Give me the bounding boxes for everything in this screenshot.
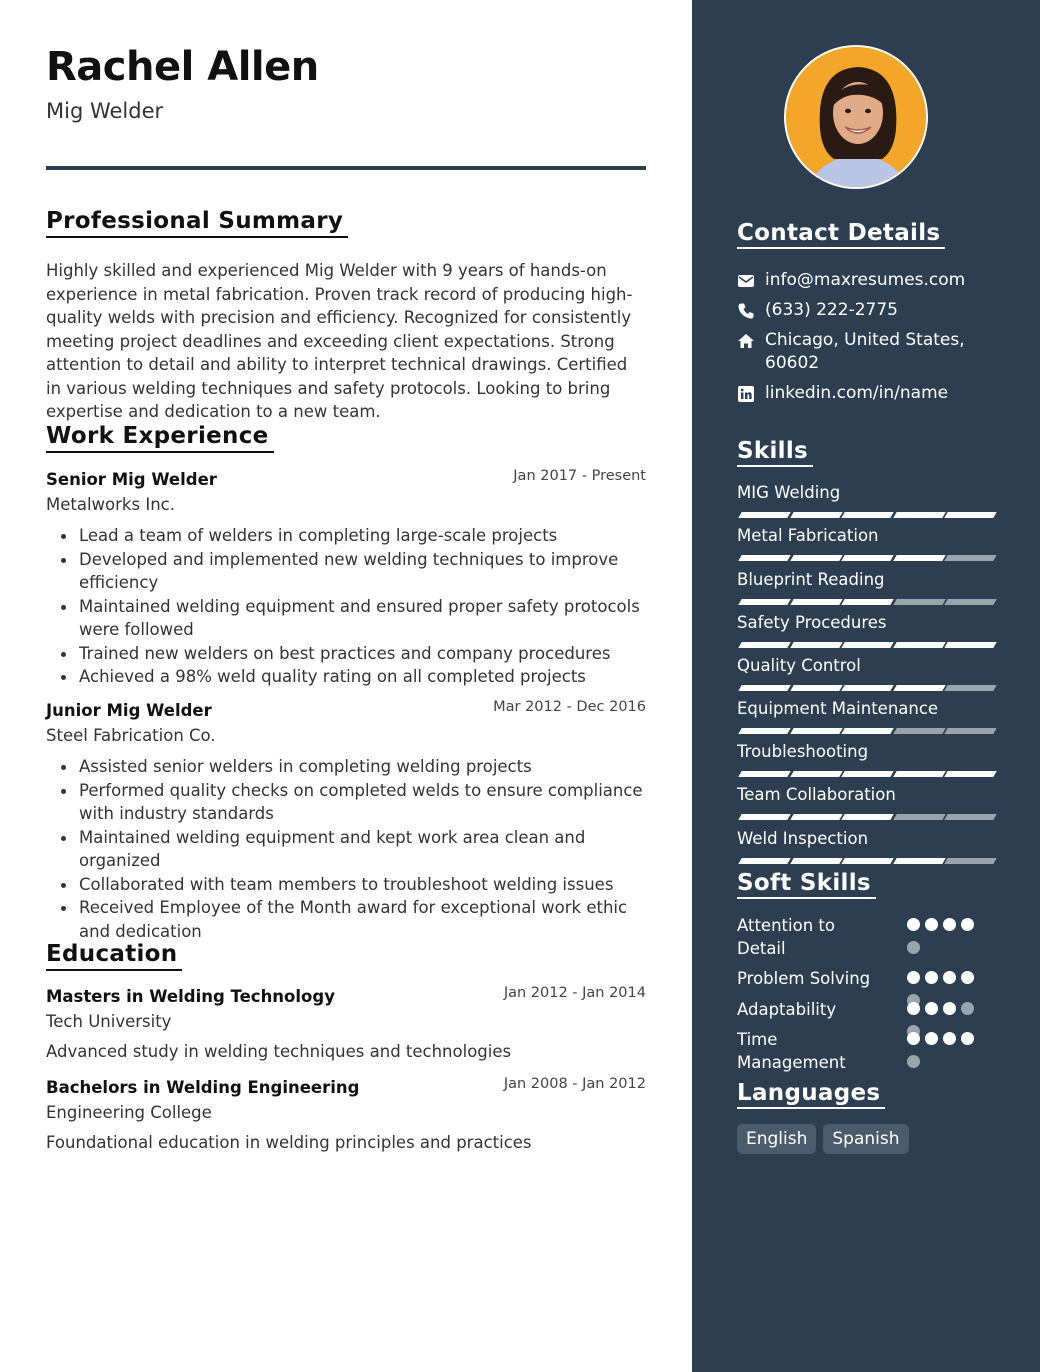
skill-item [737, 741, 993, 777]
contact-phone[interactable] [737, 299, 1007, 322]
skill-label: Quality Control [737, 656, 861, 675]
header-divider [46, 166, 646, 170]
degree-description: Foundational education in welding principles and practices [46, 1133, 532, 1152]
home-icon [737, 332, 755, 350]
skill-level-segment [790, 555, 842, 561]
skill-item [737, 655, 993, 691]
skill-level-bar [737, 599, 993, 605]
job-bullet: Performed quality checks on completed welds to ensure compliance with industry standards [46, 779, 646, 826]
rating-dot [961, 971, 974, 984]
skill-level-segment [790, 512, 842, 518]
skill-level-bar [737, 642, 993, 648]
skill-level-segment [893, 555, 945, 561]
skill-item [737, 828, 993, 864]
soft-skill-label: Problem Solving [737, 969, 871, 988]
rating-dot [907, 918, 920, 931]
skill-level-segment [944, 599, 996, 605]
address-text: Chicago, United States, 60602 [765, 330, 965, 373]
skill-level-segment [790, 728, 842, 734]
degree-title: Bachelors in Welding Engineering [46, 1078, 360, 1097]
education-entry [46, 987, 646, 1063]
skill-label: Troubleshooting [737, 742, 869, 761]
skill-level-segment [790, 642, 842, 648]
job-date: Jan 2017 - Present [513, 468, 646, 484]
skill-level-segment [841, 512, 893, 518]
degree-description: Advanced study in welding techniques and technologies [46, 1042, 512, 1061]
skill-level-segment [893, 599, 945, 605]
soft-skills-heading: Soft Skills [737, 870, 876, 899]
skill-item [737, 482, 993, 518]
skill-level-bar [737, 771, 993, 777]
degree-title: Masters in Welding Technology [46, 987, 335, 1006]
skill-label: Blueprint Reading [737, 570, 885, 589]
skill-label: MIG Welding [737, 483, 841, 502]
skill-level-segment [738, 685, 790, 691]
rating-dot [943, 971, 956, 984]
skill-level-segment [944, 814, 996, 820]
skill-level-segment [944, 685, 996, 691]
soft-skill-item [737, 914, 993, 960]
education-heading: Education [46, 941, 182, 971]
skill-label: Equipment Maintenance [737, 699, 939, 718]
skill-label: Metal Fabrication [737, 526, 879, 545]
soft-skill-item [737, 967, 993, 990]
job-company: Steel Fabrication Co. [46, 726, 216, 745]
skill-level-segment [893, 685, 945, 691]
education-entry [46, 1078, 646, 1154]
skill-item [737, 698, 993, 734]
rating-dot [943, 1002, 956, 1015]
skill-item [737, 784, 993, 820]
job-company: Metalworks Inc. [46, 495, 175, 514]
rating-dot [925, 1032, 938, 1045]
skill-level-bar [737, 814, 993, 820]
skill-level-segment [738, 512, 790, 518]
skill-level-segment [841, 858, 893, 864]
skill-level-segment [841, 555, 893, 561]
soft-skill-label: Attention to Detail [737, 916, 835, 958]
job-date: Mar 2012 - Dec 2016 [493, 699, 646, 715]
skill-level-bar [737, 685, 993, 691]
degree-date: Jan 2008 - Jan 2012 [503, 1076, 646, 1092]
job-bullets [46, 524, 646, 689]
school-name: Tech University [46, 1012, 172, 1031]
skill-level-segment [841, 599, 893, 605]
sidebar [692, 0, 1040, 1372]
skill-level-segment [893, 512, 945, 518]
rating-dot [961, 1002, 974, 1015]
skill-level-segment [841, 685, 893, 691]
job-bullet: Developed and implemented new welding techniques to improve efficiency [46, 548, 646, 595]
skill-level-segment [738, 642, 790, 648]
skill-item [737, 525, 993, 561]
rating-dot [907, 1002, 920, 1015]
phone-text: (633) 222-2775 [765, 300, 898, 320]
soft-skill-label: Time Management [737, 1030, 846, 1072]
skill-level-segment [738, 858, 790, 864]
skill-level-segment [738, 599, 790, 605]
job-bullet: Maintained welding equipment and kept work area clean and organized [46, 826, 646, 873]
school-name: Engineering College [46, 1103, 212, 1122]
job-bullet: Received Employee of the Month award for exceptional work ethic and dedication [46, 896, 646, 943]
skill-level-segment [944, 512, 996, 518]
skills-heading: Skills [737, 438, 813, 467]
rating-dot [925, 1002, 938, 1015]
degree-date: Jan 2012 - Jan 2014 [503, 985, 646, 1001]
job-bullet: Achieved a 98% weld quality rating on all completed projects [46, 665, 646, 689]
skill-item [737, 612, 993, 648]
job-title: Junior Mig Welder [46, 701, 212, 720]
skill-level-segment [790, 771, 842, 777]
skill-level-segment [944, 858, 996, 864]
rating-dot [925, 971, 938, 984]
skill-level-bar [737, 858, 993, 864]
experience-heading: Work Experience [46, 423, 274, 453]
skill-level-segment [841, 771, 893, 777]
language-tag: Spanish [823, 1124, 908, 1154]
skill-level-bar [737, 728, 993, 734]
contact-address [737, 329, 1007, 375]
phone-icon [737, 302, 755, 320]
language-tag: English [737, 1124, 816, 1154]
skill-level-segment [893, 858, 945, 864]
skill-item [737, 569, 993, 605]
job-title: Senior Mig Welder [46, 470, 217, 489]
skill-level-segment [738, 814, 790, 820]
rating-dot [907, 941, 920, 954]
skill-label: Team Collaboration [737, 785, 896, 804]
summary-text: Highly skilled and experienced Mig Welder with 9 years of hands-on experience in metal fabrication. Proven track record of producing high-quality welds with precision and efficiency. Recognized for consistently meeting project deadlines and exceeding client expectations. Strong attention to detail and ability to interpret technical drawings. Certified in various welding techniques and safety protocols. Looking to bring expertise and dedication to a new team. [46, 261, 633, 421]
skill-level-segment [790, 858, 842, 864]
languages-heading: Languages [737, 1080, 885, 1109]
rating-dot [907, 971, 920, 984]
profile-photo [784, 45, 928, 189]
job-bullet: Trained new welders on best practices and company procedures [46, 642, 646, 666]
candidate-role: Mig Welder [46, 99, 164, 123]
contact-heading: Contact Details [737, 220, 945, 249]
skill-level-segment [893, 728, 945, 734]
portrait-image [786, 47, 928, 189]
skill-level-segment [893, 771, 945, 777]
contact-linkedin[interactable] [737, 382, 1007, 405]
soft-skill-rating [907, 918, 987, 958]
skill-level-segment [944, 728, 996, 734]
soft-skill-label: Adaptability [737, 1000, 837, 1019]
linkedin-text: linkedin.com/in/name [765, 383, 949, 403]
skill-level-segment [790, 599, 842, 605]
rating-dot [943, 1032, 956, 1045]
job-bullet: Collaborated with team members to troubleshoot welding issues [46, 873, 646, 897]
rating-dot [961, 918, 974, 931]
soft-skill-item [737, 998, 993, 1021]
job-entry [46, 470, 646, 689]
skill-level-segment [944, 771, 996, 777]
skill-level-segment [738, 728, 790, 734]
skill-label: Weld Inspection [737, 829, 869, 848]
contact-email[interactable] [737, 269, 1007, 292]
rating-dot [943, 918, 956, 931]
skill-level-segment [841, 642, 893, 648]
skill-level-segment [944, 555, 996, 561]
envelope-icon [737, 272, 755, 290]
rating-dot [961, 1032, 974, 1045]
summary-heading: Professional Summary [46, 208, 348, 238]
soft-skill-item [737, 1028, 993, 1074]
skill-level-segment [738, 555, 790, 561]
languages-list [737, 1124, 909, 1154]
job-bullet: Assisted senior welders in completing welding projects [46, 755, 646, 779]
skill-level-segment [944, 642, 996, 648]
skill-level-segment [841, 728, 893, 734]
rating-dot [907, 1032, 920, 1045]
skill-level-segment [790, 814, 842, 820]
linkedin-icon [737, 385, 755, 403]
rating-dot [925, 918, 938, 931]
skill-label: Safety Procedures [737, 613, 887, 632]
soft-skill-rating [907, 1032, 987, 1072]
skill-level-segment [841, 814, 893, 820]
skill-level-bar [737, 512, 993, 518]
candidate-name: Rachel Allen [46, 44, 319, 90]
skill-level-segment [790, 685, 842, 691]
skill-level-segment [738, 771, 790, 777]
skill-level-segment [893, 642, 945, 648]
rating-dot [907, 1055, 920, 1068]
job-bullet: Lead a team of welders in completing large-scale projects [46, 524, 646, 548]
email-text: info@maxresumes.com [765, 270, 966, 290]
skill-level-bar [737, 555, 993, 561]
job-bullets [46, 755, 646, 943]
skill-level-segment [893, 814, 945, 820]
job-entry [46, 701, 646, 943]
job-bullet: Maintained welding equipment and ensured proper safety protocols were followed [46, 595, 646, 642]
